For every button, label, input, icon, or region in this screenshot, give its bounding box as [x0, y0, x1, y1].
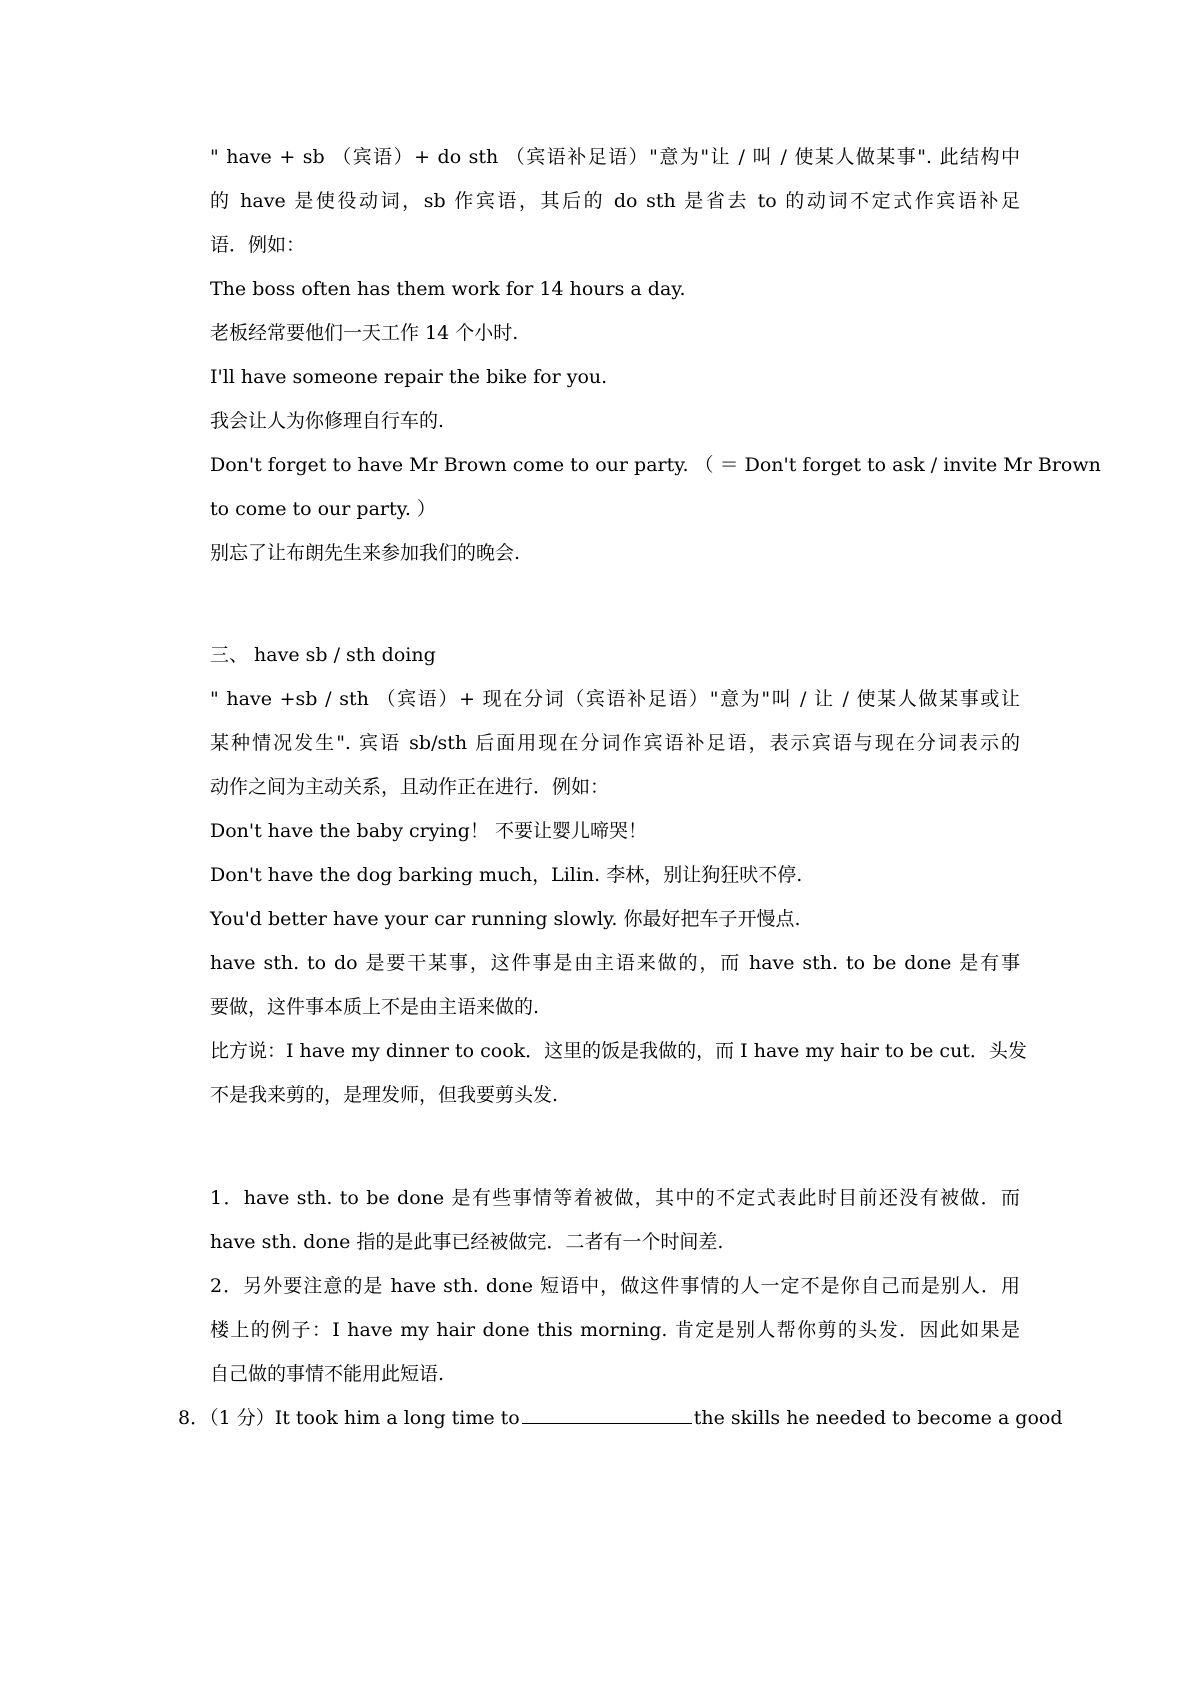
section3-paragraph-line-1: " have +sb / sth （宾语）+ 现在分词（宾语补足语）"意为"叫 / 让 / 使某人做某事或让	[210, 688, 1020, 710]
note-2-line-2: 楼上的例子：I have my hair done this morning. 肯定是别人帮你剪的头发．因此如果是	[210, 1319, 1020, 1341]
answer-blank[interactable]	[522, 1405, 692, 1424]
example-2-chinese: 我会让人为你修理自行车的.	[210, 410, 445, 432]
section2-paragraph-line-1: " have + sb （宾语）+ do sth （宾语补足语）"意为"让 / 叫 / 使某人做某事". 此结构中	[210, 146, 1020, 168]
question-8	[178, 1405, 1063, 1431]
section3-illustration-line-2: 不是我来剪的，是理发师，但我要剪头发.	[210, 1084, 559, 1106]
example-3-english-line-2: to come to our party. ）	[210, 498, 436, 520]
section3-paragraph-line-3: 动作之间为主动关系，且动作正在进行．例如：	[210, 776, 610, 798]
section3-example-2: Don't have the dog barking much，Lilin. 李林，别让狗狂吠不停.	[210, 864, 803, 886]
section2-paragraph-line-2: 的 have 是使役动词，sb 作宾语，其后的 do sth 是省去 to 的动词不定式作宾语补足	[210, 190, 1020, 212]
section3-heading: 三、 have sb / sth doing	[210, 644, 436, 666]
section3-illustration-line-1: 比方说：I have my dinner to cook．这里的饭是我做的，而 I have my hair to be cut．头发	[210, 1040, 1027, 1062]
section3-example-1: Don't have the baby crying！ 不要让婴儿啼哭！	[210, 820, 647, 842]
example-1-chinese: 老板经常要他们一天工作 14 个小时.	[210, 322, 519, 344]
example-2-english: I'll have someone repair the bike for you.	[210, 366, 608, 388]
note-1-line-2: have sth. done 指的是此事已经被做完．二者有一个时间差.	[210, 1231, 724, 1253]
example-3-chinese: 别忘了让布朗先生来参加我们的晚会.	[210, 542, 521, 564]
example-1-english: The boss often has them work for 14 hours a day.	[210, 278, 686, 300]
note-1-line-1: 1．have sth. to be done 是有些事情等着被做，其中的不定式表此时目前还没有被做．而	[210, 1187, 1020, 1209]
section3-example-3: You'd better have your car running slowly. 你最好把车子开慢点.	[210, 908, 801, 930]
example-3-english-line-1: Don't forget to have Mr Brown come to our party. （ ＝ Don't forget to ask / invite Mr Brown	[210, 454, 1101, 476]
section3-explanation-line-1: have sth. to do 是要干某事，这件事是由主语来做的，而 have sth. to be done 是有事	[210, 952, 1020, 974]
note-2-line-1: 2．另外要注意的是 have sth. done 短语中，做这件事情的人一定不是你自己而是别人．用	[210, 1275, 1020, 1297]
question-8-prefix: 8．（1 分）It took him a long time to	[178, 1407, 520, 1429]
section2-paragraph-line-3: 语．例如：	[210, 234, 306, 256]
question-8-suffix: the skills he needed to become a good	[693, 1407, 1063, 1429]
note-2-line-3: 自己做的事情不能用此短语.	[210, 1363, 445, 1385]
section3-explanation-line-2: 要做，这件事本质上不是由主语来做的.	[210, 996, 540, 1018]
section3-paragraph-line-2: 某种情况发生". 宾语 sb/sth 后面用现在分词作宾语补足语，表示宾语与现在分词表示的	[210, 732, 1020, 754]
